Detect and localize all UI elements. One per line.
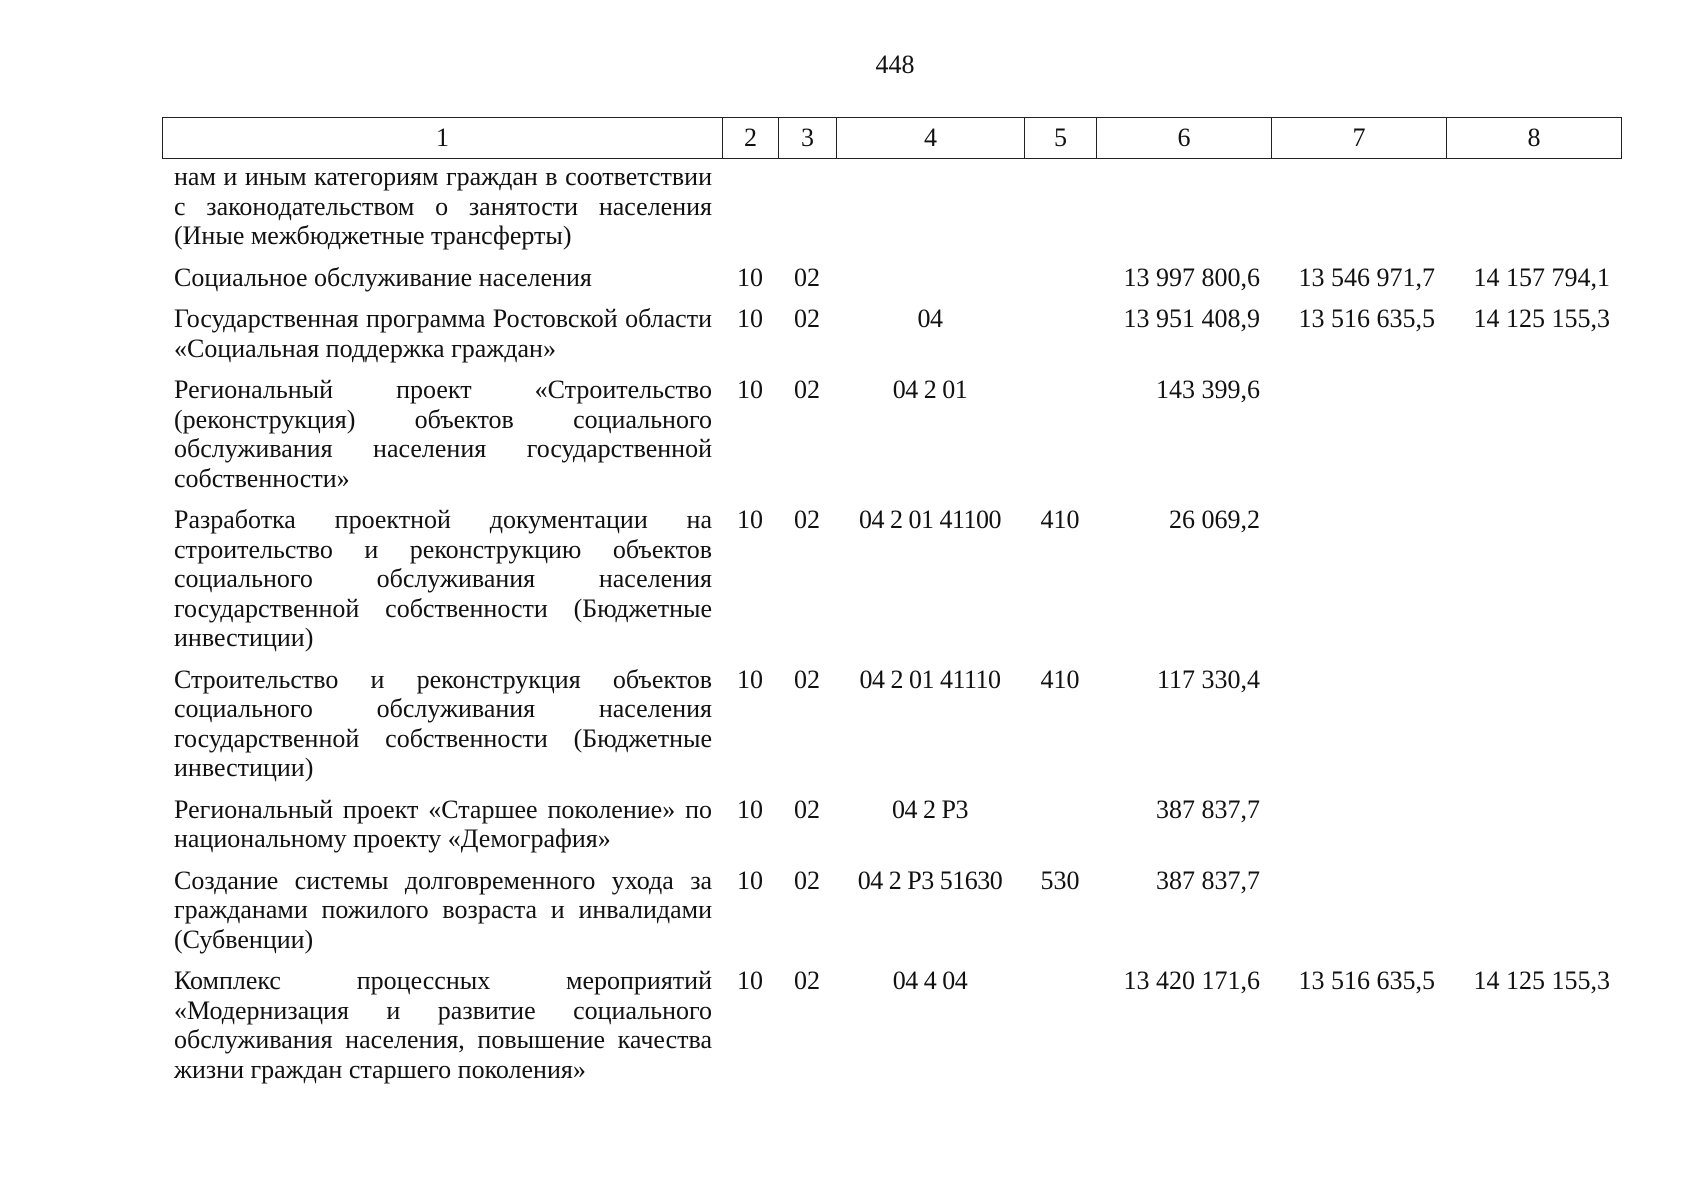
target-article-code: 04 2 01 41110 [859, 664, 1001, 694]
target-article-code: 04 2 01 41100 [858, 505, 1002, 534]
expense-type-code: 410 [1040, 505, 1080, 534]
amount-col-6: 143 399,6 [1156, 375, 1260, 404]
item-name: Региональный проект «Старшее поколение» по национальному проекту «Демография» [174, 794, 712, 853]
section-code [722, 162, 778, 251]
item-name: Создание системы долговременного ухода за гражданами пожилого возраста и инвалидами (Субвенции) [174, 865, 712, 954]
table-row [162, 263, 1632, 293]
target-article-code: 04 2 Р3 51630 [857, 865, 1003, 895]
amount-col-8 [1446, 162, 1621, 251]
section-code: 10 [737, 304, 763, 333]
amount-col-7 [1271, 866, 1446, 955]
target-article-code: 04 4 04 [892, 966, 968, 995]
amount-col-6: 387 837,7 [1156, 794, 1260, 824]
amount-col-8 [1446, 795, 1621, 854]
item-name: нам и иным категориям граждан в соответствии с законодательством о занятости населения (Иные межбюджетные трансферты) [174, 162, 712, 250]
expense-type-code [1024, 966, 1096, 1084]
amount-col-7 [1271, 505, 1446, 653]
page-number: 448 [875, 50, 915, 79]
column-header-8: 8 [1447, 118, 1622, 159]
target-article-code [836, 162, 1024, 251]
expense-type-code: 530 [1040, 865, 1080, 895]
amount-col-7: 13 516 635,5 [1298, 304, 1435, 333]
expense-type-code: 410 [1040, 664, 1080, 694]
amount-col-8 [1446, 665, 1621, 783]
column-header-row [163, 118, 1622, 159]
table-row [162, 505, 1632, 653]
column-header-1: 1 [163, 118, 723, 159]
table-row [162, 665, 1632, 783]
item-name: Социальное обслуживание населения [174, 262, 592, 292]
item-name: Разработка проектной документации на строительство и реконструкцию объектов социального обслуживания населения государственной собственности (Бюджетные инвестиции) [174, 505, 712, 652]
target-article-code: 04 [917, 304, 943, 333]
section-code: 10 [737, 794, 763, 824]
table-row [162, 795, 1632, 854]
subsection-code: 02 [794, 375, 820, 404]
subsection-code: 02 [794, 966, 820, 995]
subsection-code: 02 [794, 304, 820, 333]
amount-col-6: 387 837,7 [1156, 865, 1260, 895]
subsection-code: 02 [794, 865, 820, 895]
section-code: 10 [737, 865, 763, 895]
subsection-code: 02 [794, 505, 820, 534]
amount-col-7: 13 546 971,7 [1298, 262, 1435, 292]
amount-col-8 [1446, 375, 1621, 493]
subsection-code: 02 [794, 794, 820, 824]
amount-col-8: 14 125 155,3 [1473, 966, 1610, 995]
section-code: 10 [737, 375, 763, 404]
section-code: 10 [737, 505, 763, 534]
column-header-6: 6 [1097, 118, 1272, 159]
table-row [162, 375, 1632, 493]
amount-col-6: 117 330,4 [1156, 664, 1260, 694]
column-header-7: 7 [1272, 118, 1447, 159]
amount-col-6: 26 069,2 [1169, 505, 1260, 534]
section-code: 10 [737, 262, 763, 292]
item-name: Государственная программа Ростовской области «Социальная поддержка граждан» [174, 304, 712, 363]
amount-col-7 [1271, 795, 1446, 854]
amount-col-6: 13 420 171,6 [1123, 966, 1260, 995]
table-row [162, 866, 1632, 955]
amount-col-8: 14 125 155,3 [1473, 304, 1610, 333]
section-code: 10 [737, 664, 763, 694]
target-article-code: 04 2 01 [892, 375, 968, 404]
target-article-code: 04 2 Р3 [892, 794, 968, 824]
expense-type-code [1024, 375, 1096, 493]
table-row [162, 304, 1632, 363]
amount-col-6 [1096, 162, 1271, 251]
subsection-code: 02 [794, 262, 820, 292]
column-header-3: 3 [779, 118, 837, 159]
expense-type-code [1024, 263, 1096, 293]
amount-col-8 [1446, 866, 1621, 955]
budget-table-body [162, 162, 1632, 1096]
amount-col-6: 13 997 800,6 [1123, 262, 1260, 292]
amount-col-7 [1271, 665, 1446, 783]
amount-col-8 [1446, 505, 1621, 653]
target-article-code [836, 263, 1024, 293]
item-name: Региональный проект «Строительство (реконструкция) объектов социального обслуживания населения государственной собственности» [174, 375, 712, 493]
expense-type-code [1024, 162, 1096, 251]
item-name: Строительство и реконструкция объектов социального обслуживания населения государственной собственности (Бюджетные инвестиции) [174, 664, 712, 782]
column-header-5: 5 [1025, 118, 1097, 159]
expense-type-code [1024, 795, 1096, 854]
table-row [162, 966, 1632, 1084]
amount-col-7 [1271, 162, 1446, 251]
amount-col-7: 13 516 635,5 [1298, 966, 1435, 995]
amount-col-8: 14 157 794,1 [1473, 262, 1610, 292]
subsection-code: 02 [794, 664, 820, 694]
column-header-table [162, 117, 1622, 159]
column-header-4: 4 [837, 118, 1025, 159]
subsection-code [778, 162, 836, 251]
item-name: Комплекс процессных мероприятий «Модернизация и развитие социального обслуживания населения, повышение качества жизни граждан старшего поколения» [174, 966, 712, 1084]
column-header-2: 2 [723, 118, 779, 159]
table-row [162, 162, 1632, 251]
amount-col-7 [1271, 375, 1446, 493]
amount-col-6: 13 951 408,9 [1123, 304, 1260, 333]
section-code: 10 [737, 966, 763, 995]
expense-type-code [1024, 304, 1096, 363]
